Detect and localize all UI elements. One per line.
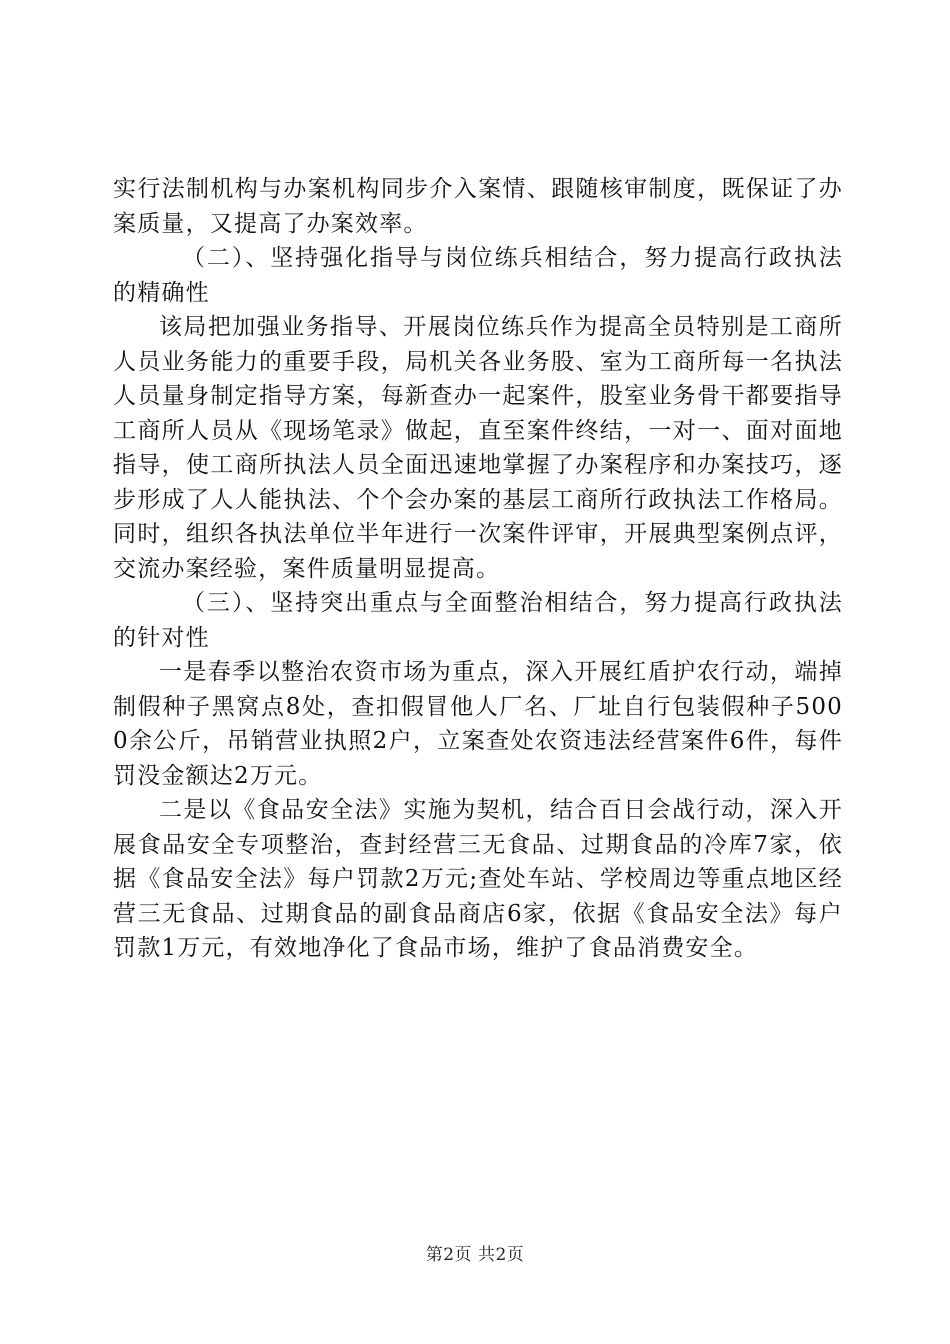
paragraph-guidance: 该局把加强业务指导、开展岗位练兵作为提高全员特别是工商所人员业务能力的重要手段，局机关各业务股、室为工商所每一名执法人员量身制定指导方案，每新查办一起案件，股室业务骨干都要指导工商所人员从《现场笔录》做起，直至案件终结，一对一、面对面地指导，使工商所执法人员全面迅速地掌握了办案程序和办案技巧，逐步形成了人人能执法、个个会办案的基层工商所行政执法工作格局。同时，组织各执法单位半年进行一次案件评审，开展典型案例点评，交流办案经验，案件质量明显提高。 [113, 314, 843, 582]
section-heading-3: （三）、坚持突出重点与全面整治相结合，努力提高行政执法的针对性 [113, 590, 843, 651]
paragraph-food-safety: 二是以《食品安全法》实施为契机，结合百日会战行动，深入开展食品安全专项整治，查封经营三无食品、过期食品的冷库7家，依据《食品安全法》每户罚款2万元;查处车站、学校周边等重点地区经营三无食品、过期食品的副食品商店6家，依据《食品安全法》每户罚款1万元，有效地净化了食品市场，维护了食品消费安全。 [113, 797, 843, 961]
section-heading-2: （二）、坚持强化指导与岗位练兵相结合，努力提高行政执法的精确性 [113, 245, 843, 306]
paragraph-spring-campaign: 一是春季以整治农资市场为重点，深入开展红盾护农行动，端掉制假种子黑窝点8处，查扣假冒他人厂名、厂址自行包装假种子5000余公斤，吊销营业执照2户，立案查处农资违法经营案件6件，每件罚没金额达2万元。 [113, 659, 843, 789]
page-footer: 第2页 共2页 [425, 1245, 525, 1265]
paragraph-continuation: 实行法制机构与办案机构同步介入案情、跟随核审制度，既保证了办案质量，又提高了办案效率。 [113, 176, 843, 237]
document-body [113, 172, 843, 966]
